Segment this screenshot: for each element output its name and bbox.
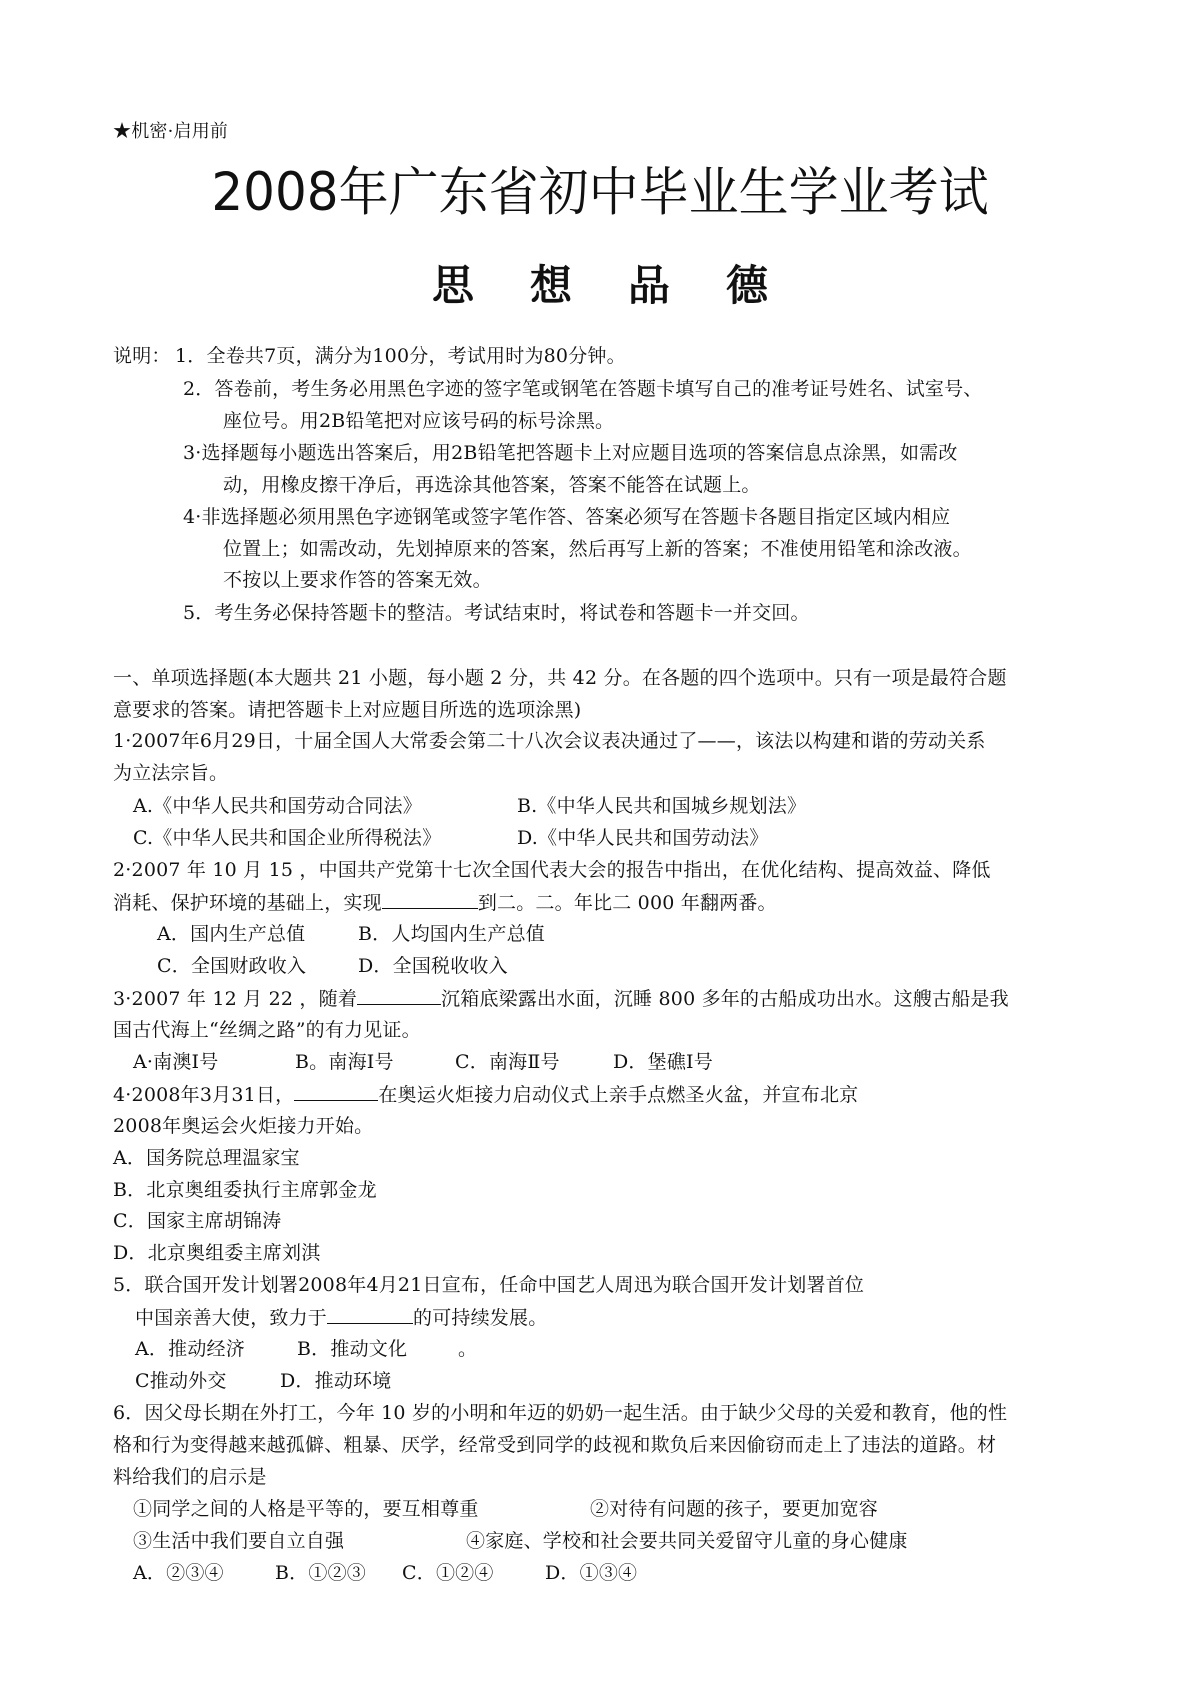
- subject-char: 德: [726, 261, 769, 310]
- question-stem: 2008年奥运会火炬接力开始。: [113, 1115, 374, 1137]
- question-stem: 1·2007年6月29日，十届全国人大常委会第二十八次会议表决通过了——，该法以构建和谐的劳动关系: [113, 730, 986, 752]
- instruction-item: 位置上；如需改动，先划掉原来的答案，然后再写上新的答案；不准使用铅笔和涂改液。: [223, 538, 972, 560]
- subject-title: [0, 260, 1200, 312]
- option-d: D.《中华人民共和国劳动法》: [517, 827, 769, 849]
- statement-1: ①同学之间的人格是平等的，要互相尊重: [133, 1498, 479, 1520]
- question-stem: [113, 986, 1009, 1011]
- question-stem: [113, 890, 777, 915]
- option-d: D．推动环境: [280, 1370, 392, 1392]
- stem-text: 3·2007 年 12 月 22 ，随着: [113, 988, 358, 1010]
- option-b: B．北京奥组委执行主席郭金龙: [113, 1179, 377, 1201]
- answer-blank: [327, 1305, 413, 1324]
- statement-2: ②对待有问题的孩子，要更加宽容: [590, 1498, 879, 1520]
- instruction-item: 2．答卷前，考生务必用黑色字迹的签字笔或钢笔在答题卡填写自己的准考证号姓名、试室号、: [183, 378, 983, 400]
- instruction-item: 动，用橡皮擦干净后，再选涂其他答案，答案不能答在试题上。: [223, 474, 761, 496]
- option-a: A·南澳Ⅰ号: [133, 1051, 219, 1073]
- stem-text: 的可持续发展。: [413, 1307, 548, 1329]
- question-stem: 5．联合国开发计划署2008年4月21日宣布，任命中国艺人周迅为联合国开发计划署首位: [113, 1274, 865, 1296]
- question-stem: 料给我们的启示是: [113, 1466, 267, 1488]
- option-c: C.《中华人民共和国企业所得税法》: [133, 827, 442, 849]
- option-d: D．北京奥组委主席刘淇: [113, 1242, 321, 1264]
- option-a: A．②③④: [133, 1562, 224, 1584]
- option-b: B.《中华人民共和国城乡规划法》: [517, 795, 807, 817]
- question-stem: 6．因父母长期在外打工，今年 10 岁的小明和年迈的奶奶一起生活。由于缺少父母的关爱和教育，他的性: [113, 1402, 1008, 1424]
- option-a: A．国务院总理温家宝: [113, 1147, 300, 1169]
- option-d: D．堡礁Ⅰ号: [613, 1051, 713, 1073]
- instruction-item: 座位号。用2B铅笔把对应该号码的标号涂黑。: [223, 410, 615, 432]
- stem-text: 中国亲善大使，致力于: [135, 1307, 328, 1329]
- question-stem: 国古代海上“丝绸之路”的有力见证。: [113, 1019, 421, 1041]
- subject-char: 想: [529, 261, 572, 310]
- option-d: D．全国税收收入: [358, 955, 508, 977]
- instructions-label: 说明：: [113, 345, 171, 367]
- stem-text: 到二。二。年比二 000 年翻两番。: [477, 892, 777, 914]
- stem-text: 4·2008年3月31日，: [113, 1084, 295, 1106]
- option-c: C推动外交: [135, 1370, 227, 1392]
- option-b: B．推动文化: [297, 1338, 408, 1360]
- option-b: B。南海Ⅰ号: [295, 1051, 394, 1073]
- instruction-item: 3·选择题每小题选出答案后，用2B铅笔把答题卡上对应题目选项的答案信息点涂黑，如需改: [183, 442, 958, 464]
- stem-text: 沉箱底梁露出水面，沉睡 800 多年的古船成功出水。这艘古船是我: [441, 988, 1009, 1010]
- confidential-label: ★机密·启用前: [113, 121, 229, 142]
- section-heading-line: 意要求的答案。请把答题卡上对应题目所选的选项涂黑): [113, 699, 582, 721]
- question-stem: [135, 1305, 547, 1330]
- option-c: C．全国财政收入: [157, 955, 307, 977]
- answer-blank: [382, 890, 478, 909]
- subject-char: 思: [431, 261, 474, 310]
- option-c: C．国家主席胡锦涛: [113, 1210, 282, 1232]
- instruction-item: 4·非选择题必须用黑色字迹钢笔或签字笔作答、答案必须写在答题卡各题目指定区域内相应: [183, 506, 951, 528]
- option-a: A．推动经济: [135, 1338, 245, 1360]
- stem-text: 消耗、保护环境的基础上，实现: [113, 892, 382, 914]
- option-c: C．①②④: [402, 1562, 494, 1584]
- option-b: B．①②③: [275, 1562, 366, 1584]
- answer-blank: [357, 986, 441, 1005]
- section-heading-line: 一、单项选择题(本大题共 21 小题，每小题 2 分，共 42 分。在各题的四个选项中。只有一项是最符合题: [113, 667, 1007, 689]
- answer-blank: [294, 1082, 378, 1101]
- subject-char: 品: [628, 261, 671, 310]
- option-b-suffix: 。: [458, 1338, 478, 1360]
- question-stem: 2·2007 年 10 月 15 ，中国共产党第十七次全国代表大会的报告中指出，在优化结构、提高效益、降低: [113, 859, 991, 881]
- instruction-item: 1．全卷共7页，满分为100分，考试用时为80分钟。: [175, 345, 626, 367]
- statement-3: ③生活中我们要自立自强: [133, 1530, 345, 1552]
- statement-4: ④家庭、学校和社会要共同关爱留守儿童的身心健康: [466, 1530, 908, 1552]
- option-b: B．人均国内生产总值: [358, 923, 545, 945]
- question-stem: 格和行为变得越来越孤僻、粗暴、厌学，经常受到同学的歧视和欺负后来因偷窃而走上了违法的道路。材: [113, 1434, 997, 1456]
- stem-text: 在奥运火炬接力启动仪式上亲手点燃圣火盆，并宣布北京: [378, 1084, 859, 1106]
- instruction-item: 不按以上要求作答的答案无效。: [223, 569, 492, 591]
- option-a: A.《中华人民共和国劳动合同法》: [133, 795, 422, 817]
- exam-title: 2008年广东省初中毕业生学业考试: [211, 161, 989, 223]
- instruction-item: 5．考生务必保持答题卡的整洁。考试结束时，将试卷和答题卡一并交回。: [183, 602, 810, 624]
- option-c: C．南海Ⅱ号: [455, 1051, 560, 1073]
- option-a: A．国内生产总值: [157, 923, 306, 945]
- question-stem: [113, 1082, 858, 1107]
- question-stem: 为立法宗旨。: [113, 762, 229, 784]
- option-d: D．①③④: [545, 1562, 638, 1584]
